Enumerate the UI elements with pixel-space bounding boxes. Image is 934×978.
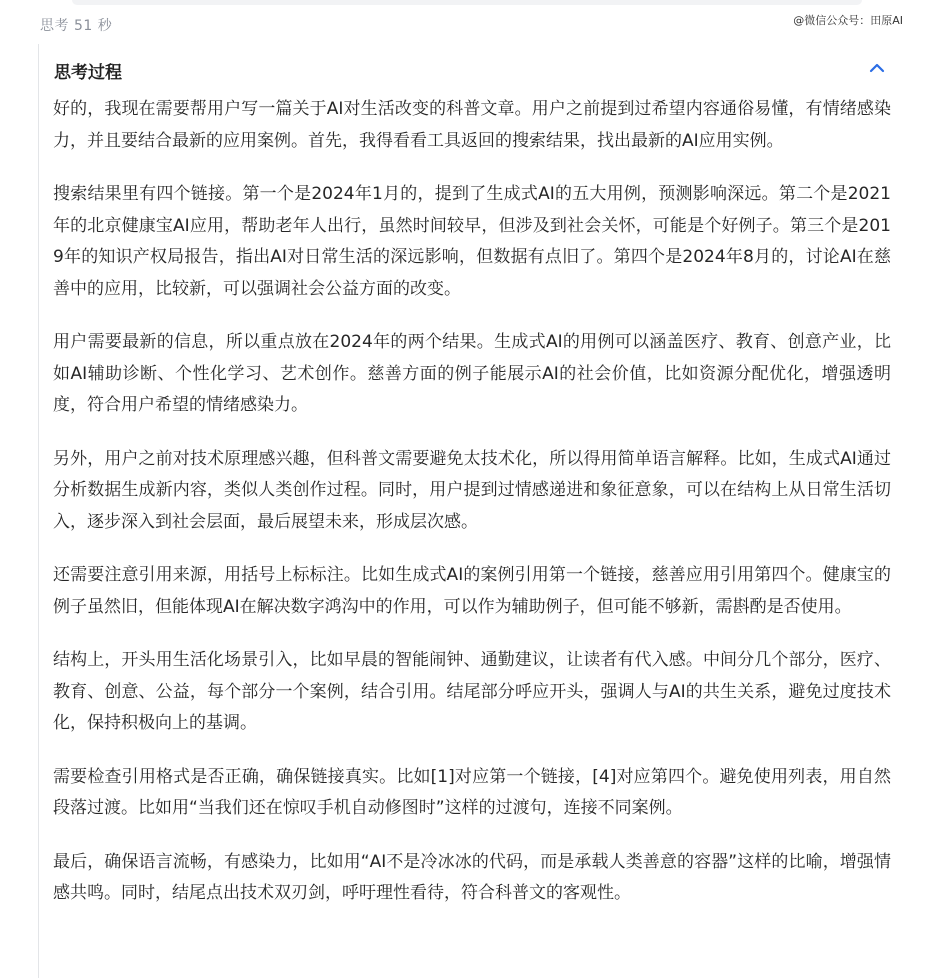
thinking-paragraph: 需要检查引用格式是否正确，确保链接真实。比如[1]对应第一个链接，[4]对应第四个。避免使用列表，用自然段落过渡。比如用“当我们还在惊叹手机自动修图时”这样的过渡句，连接不同案例。	[53, 766, 891, 818]
thinking-process-title: 思考过程	[54, 63, 122, 83]
thinking-paragraph: 另外，用户之前对技术原理感兴趣，但科普文需要避免太技术化，所以得用简单语言解释。比如，生成式AI通过分析数据生成新内容，类似人类创作过程。同时，用户提到过情感递进和象征意象，可以在结构上从日常生活切入，逐步深入到社会层面，最后展望未来，形成层次感。	[53, 448, 891, 532]
previous-message-bottom	[72, 0, 862, 5]
thinking-paragraph: 最后，确保语言流畅，有感染力，比如用“AI不是冷冰冰的代码，而是承载人类善意的容器”这样的比喻，增强情感共鸣。同时，结尾点出技术双刃剑，呼吁理性看待，符合科普文的客观性。	[53, 851, 891, 903]
thinking-process-header	[54, 54, 897, 84]
thinking-paragraph: 用户需要最新的信息，所以重点放在2024年的两个结果。生成式AI的用例可以涵盖医疗、教育、创意产业，比如AI辅助诊断、个性化学习、艺术创作。慈善方面的例子能展示AI的社会价值，比如资源分配优化，增强透明度，符合用户希望的情绪感染力。	[53, 332, 891, 415]
collapse-button[interactable]	[865, 56, 889, 80]
watermark-text: @微信公众号：田原AI	[793, 14, 903, 27]
thinking-duration-label[interactable]: 思考 51 秒	[40, 18, 113, 34]
thinking-paragraph: 搜索结果里有四个链接。第一个是2024年1月的，提到了生成式AI的五大用例，预测影响深远。第二个是2021年的北京健康宝AI应用，帮助老年人出行，虽然时间较早，但涉及到社会关怀，可能是个好例子。第三个是2019年的知识产权局报告，指出AI对日常生活的深远影响，但数据有点旧了。第四个是2024年8月的，讨论AI在慈善中的应用，比较新，可以强调社会公益方面的改变。	[53, 184, 891, 299]
thinking-paragraph: 好的，我现在需要帮用户写一篇关于AI对生活改变的科普文章。用户之前提到过希望内容通俗易懂，有情绪感染力，并且要结合最新的应用案例。首先，我得看看工具返回的搜索结果，找出最新的AI应用实例。	[53, 99, 891, 151]
thinking-process-panel	[38, 44, 897, 978]
thinking-process-content	[53, 94, 891, 932]
chevron-up-icon	[865, 56, 889, 80]
thinking-paragraph: 结构上，开头用生活化场景引入，比如早晨的智能闹钟、通勤建议，让读者有代入感。中间分几个部分，医疗、教育、创意、公益，每个部分一个案例，结合引用。结尾部分呼应开头，强调人与AI的共生关系，避免过度技术化，保持积极向上的基调。	[53, 650, 891, 733]
thinking-paragraph: 还需要注意引用来源，用括号上标标注。比如生成式AI的案例引用第一个链接，慈善应用引用第四个。健康宝的例子虽然旧，但能体现AI在解决数字鸿沟中的作用，可以作为辅助例子，但可能不够新，需斟酌是否使用。	[53, 565, 891, 617]
